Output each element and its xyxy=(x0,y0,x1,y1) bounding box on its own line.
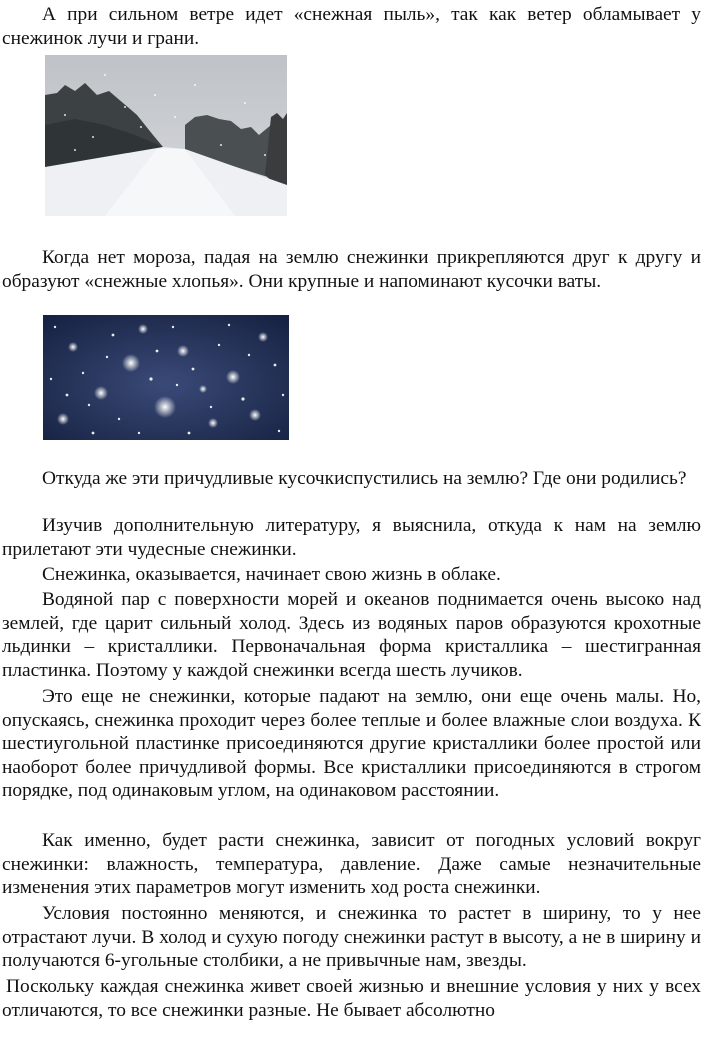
paragraph-research: Изучив дополнительную литературу, я выяснила, откуда к нам на землю прилетают эти чудесные снежинки. xyxy=(2,515,701,560)
falling-snow-photo xyxy=(43,315,289,440)
snowy-road-photo xyxy=(45,55,287,216)
falling-snow-illustration xyxy=(43,315,289,440)
paragraph-changing-conditions: Условия постоянно меняются, и снежинка то растет в ширину, то у нее отрастают лучи. В холод и сухую погоду снежинки растут в высоту, а не в ширину и получаются 6-угольные столбики, а не привычные нам, звезды. xyxy=(2,903,701,972)
paragraph-question: Откуда же эти причудливые кусочкиспустились на землю? Где они родились? xyxy=(42,468,687,489)
paragraph-snow-flakes: Когда нет мороза, падая на землю снежинки прикрепляются друг к другу и образуют «снежные хлопья». Они крупные и напоминают кусочки ваты. xyxy=(2,247,701,292)
snowy-road-illustration xyxy=(45,55,287,216)
paragraph-snow-dust: А при сильном ветре идет «снежная пыль», так как ветер обламывает у снежинок лучи и грани. xyxy=(2,4,701,49)
paragraph-all-different: Поскольку каждая снежинка живет своей жизнью и внешние условия у них у всех отличаются, то все снежинки разные. Не бывает абсолютно xyxy=(2,976,701,1021)
paragraph-crystal-growth: Это еще не снежинки, которые падают на землю, они еще очень малы. Но, опускаясь, снежинка проходит через более теплые и более влажные слои воздуха. К шестиугольной пластинке присоединяются другие кристаллики более простой или наоборот более причудливой формы. Все кристаллики присоединяются в строгом порядке, под одинаковым углом, на одинаковом расстоянии. xyxy=(2,686,701,802)
paragraph-cloud-origin: Снежинка, оказывается, начинает свою жизнь в облаке. xyxy=(42,564,501,585)
paragraph-water-vapor: Водяной пар с поверхности морей и океанов поднимается очень высоко над землей, где царит сильный холод. Здесь из водяных паров образуются крохотные льдинки – кристаллики. Первоначальная форма кристаллика – шестигранная пластинка. Поэтому у каждой снежинки всегда шесть лучиков. xyxy=(2,589,701,681)
paragraph-weather-conditions: Как именно, будет расти снежинка, зависит от погодных условий вокруг снежинки: влажность, температура, давление. Даже самые незначительные изменения этих параметров могут изменить ход роста снежинки. xyxy=(2,830,701,899)
